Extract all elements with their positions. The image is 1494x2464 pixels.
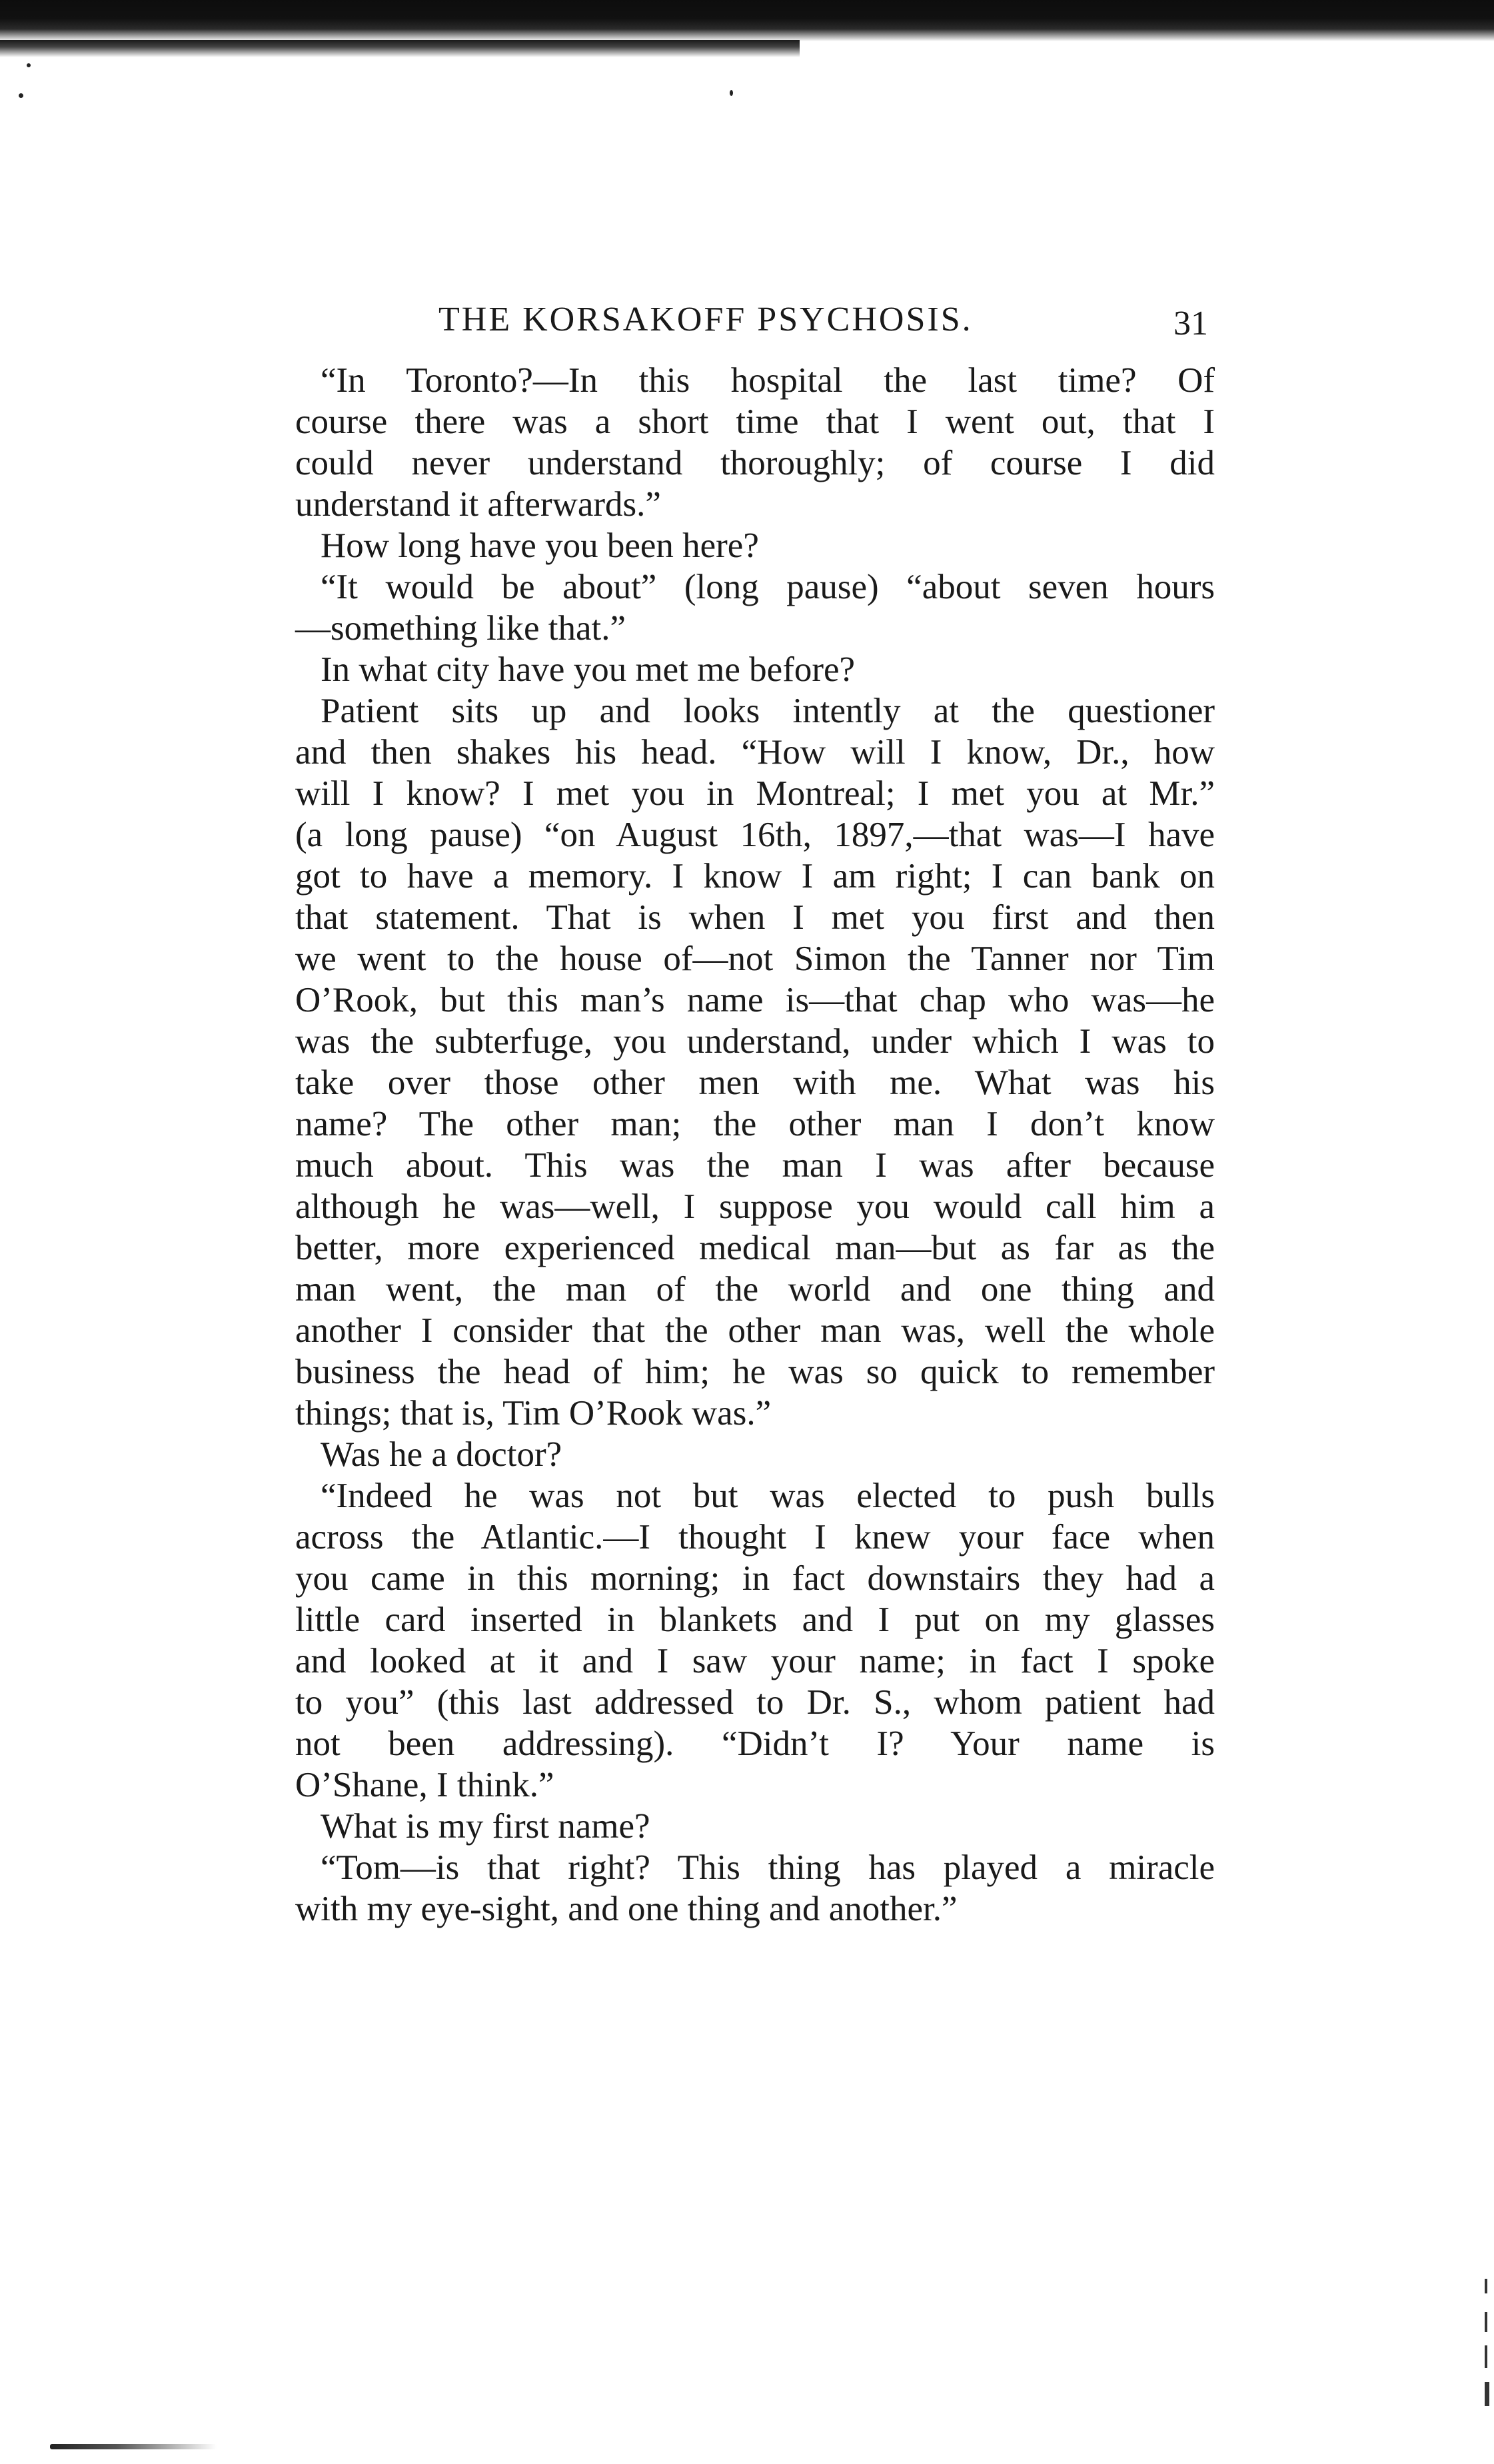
text-line: you came in this morning; in fact downstairs they had a: [295, 1559, 1215, 1598]
text-line: that statement. That is when I met you first and then: [295, 898, 1215, 937]
text-line: man went, the man of the world and one thing and: [295, 1270, 1215, 1309]
scan-edge-mark: [1485, 2345, 1487, 2368]
text-line: not been addressing). “Didn’t I? Your name is: [295, 1724, 1215, 1763]
book-page: [295, 300, 1215, 1930]
text-line: “It would be about” (long pause) “about seven hours: [321, 568, 1215, 606]
scan-bottom-mark: [50, 2444, 217, 2449]
text-line: much about. This was the man I was after because: [295, 1146, 1215, 1185]
text-line: across the Atlantic.—I thought I knew your face when: [295, 1518, 1215, 1556]
text-line: got to have a memory. I know I am right; I can bank on: [295, 857, 1215, 896]
text-line: take over those other men with me. What was his: [295, 1063, 1215, 1102]
text-line: (a long pause) “on August 16th, 1897,—that was—I have: [295, 816, 1215, 854]
running-title: THE KORSAKOFF PSYCHOSIS.: [438, 301, 973, 338]
text-line: was the subterfuge, you understand, under which I was to: [295, 1022, 1215, 1061]
scan-speck: [19, 93, 23, 98]
text-line: little card inserted in blankets and I put on my glasses: [295, 1600, 1215, 1639]
text-line: Was he a doctor?: [321, 1435, 562, 1474]
text-line: business the head of him; he was so quick to remember: [295, 1353, 1215, 1391]
text-line: and looked at it and I saw your name; in fact I spoke: [295, 1642, 1215, 1680]
text-line: “Indeed he was not but was elected to push bulls: [321, 1477, 1215, 1515]
text-line: things; that is, Tim O’Rook was.”: [295, 1394, 772, 1433]
text-line: understand it afterwards.”: [295, 485, 661, 524]
body-text: [295, 360, 1215, 1930]
text-line: “In Toronto?—In this hospital the last time? Of: [321, 361, 1215, 400]
text-line: we went to the house of—not Simon the Tanner nor Tim: [295, 939, 1215, 978]
text-line: —something like that.”: [295, 609, 626, 648]
text-line: and then shakes his head. “How will I know, Dr., how: [295, 733, 1215, 772]
text-line: another I consider that the other man was, well the whole: [295, 1311, 1215, 1350]
page-number: 31: [1173, 305, 1208, 342]
text-line: with my eye-sight, and one thing and another.”: [295, 1890, 958, 1928]
text-line: “Tom—is that right? This thing has played a miracle: [321, 1848, 1215, 1887]
scan-top-bar: [0, 0, 1494, 41]
text-line: name? The other man; the other man I don’t know: [295, 1105, 1215, 1143]
scan-top-shadow: [0, 40, 800, 57]
text-line: O’Shane, I think.”: [295, 1766, 554, 1804]
scan-edge-mark: [1485, 2382, 1489, 2406]
text-line: will I know? I met you in Montreal; I met you at Mr.”: [295, 774, 1215, 813]
text-line: Patient sits up and looks intently at the questioner: [321, 692, 1215, 730]
text-line: How long have you been here?: [321, 526, 759, 565]
text-line: O’Rook, but this man’s name is—that chap who was—he: [295, 981, 1215, 1019]
text-line: In what city have you met me before?: [321, 650, 856, 689]
text-line: course there was a short time that I went out, that I: [295, 402, 1215, 441]
text-line: could never understand thoroughly; of course I did: [295, 444, 1215, 482]
text-line: although he was—well, I suppose you would call him a: [295, 1187, 1215, 1226]
running-head: [295, 300, 1215, 360]
text-line: to you” (this last addressed to Dr. S., whom patient had: [295, 1683, 1215, 1722]
scan-speck: [27, 63, 31, 67]
text-line: What is my first name?: [321, 1807, 650, 1846]
scan-edge-mark: [1485, 2312, 1487, 2332]
text-line: better, more experienced medical man—but as far as the: [295, 1229, 1215, 1267]
scan-edge-mark: [1485, 2279, 1487, 2293]
scan-speck: [730, 90, 733, 96]
